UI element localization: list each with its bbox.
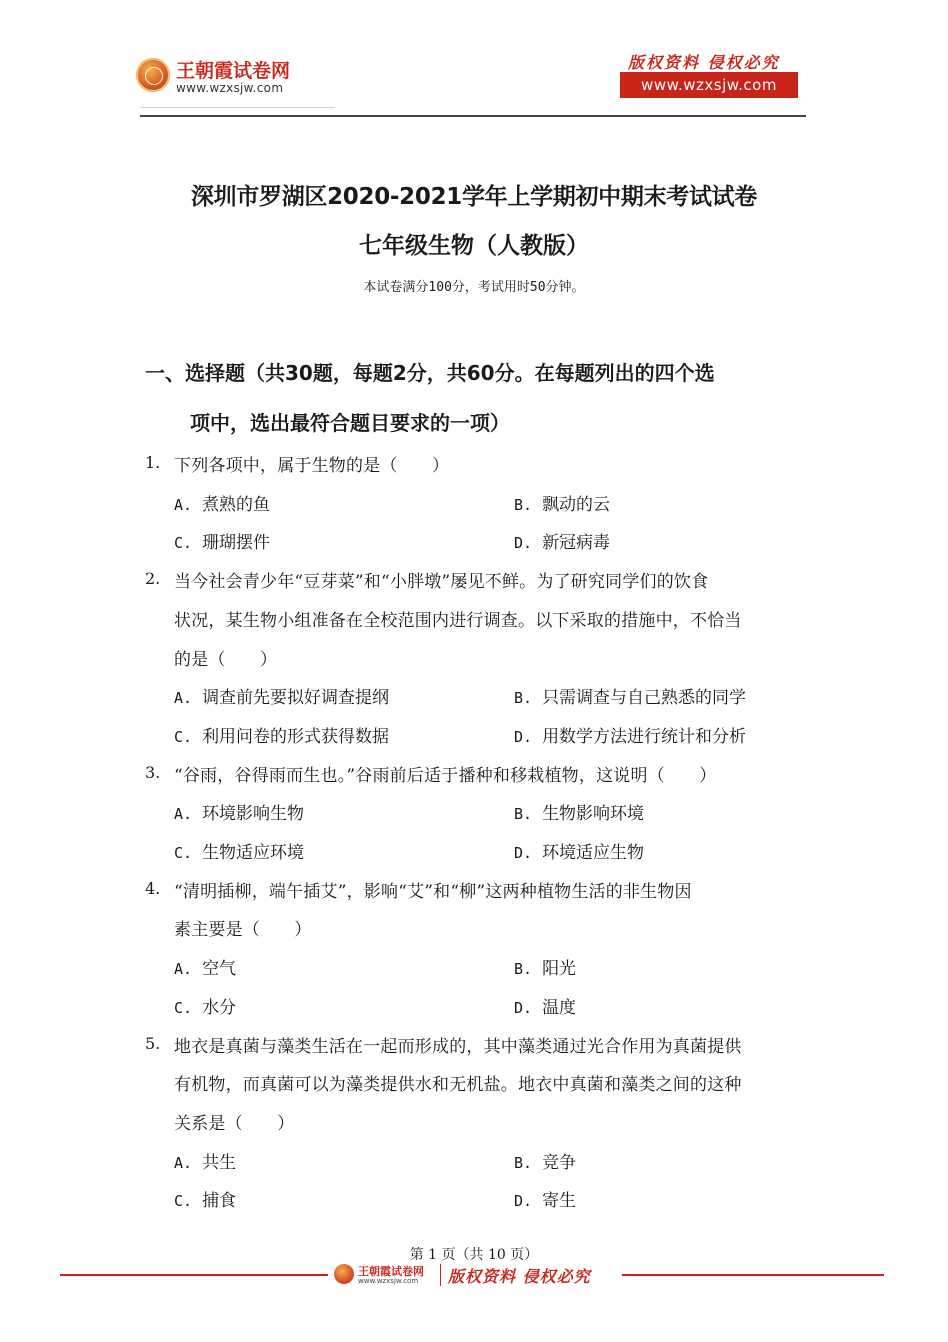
question-number: 2. (145, 569, 161, 589)
option-label: B. (514, 495, 533, 514)
answer-option (514, 528, 610, 553)
answer-option (174, 490, 270, 515)
option-text: 水分 (202, 997, 237, 1018)
option-text: 生物适应环境 (202, 843, 305, 863)
question-text: “清明插柳，端午插艾”，影响“艾”和“柳”这两种植物生活的非生物因 (174, 881, 692, 902)
question-text: “谷雨，谷得雨而生也。”谷雨前后适于播种和移栽植物，这说明（ ） (174, 765, 717, 786)
option-label: C. (174, 727, 193, 746)
question-text: 地衣是真菌与藻类生活在一起而形成的，其中藻类通过光合作用为真菌提供 (174, 1036, 742, 1057)
option-text: 环境适应生物 (542, 843, 645, 863)
option-label: B. (514, 689, 533, 708)
brand-url: www.wzxsjw.com (176, 81, 284, 95)
option-label: D. (514, 998, 533, 1017)
exam-title: 深圳市罗湖区2020-2021学年上学期初中期末考试试卷 (190, 184, 758, 210)
option-label: B. (514, 805, 533, 824)
exam-subtitle: 七年级生物（人教版） (359, 233, 589, 259)
question-text: 下列各项中，属于生物的是（ ） (174, 456, 450, 476)
option-text: 珊瑚摆件 (202, 533, 271, 554)
option-label: A. (174, 1153, 193, 1172)
question-number: 1. (145, 453, 161, 472)
question-number: 3. (145, 762, 161, 782)
option-text: 共生 (202, 1152, 237, 1173)
option-label: A. (174, 495, 193, 514)
answer-option (514, 1186, 576, 1211)
answer-option (174, 993, 236, 1018)
option-text: 生物影响环境 (542, 804, 645, 825)
footer-rule-right (622, 1274, 884, 1276)
option-label: D. (514, 727, 533, 746)
answer-option (514, 993, 576, 1018)
option-text: 煮熟的鱼 (202, 494, 271, 515)
answer-option (174, 1148, 236, 1173)
option-label: A. (174, 960, 193, 979)
exam-note: 本试卷满分100分，考试用时50分钟。 (363, 280, 585, 295)
option-text: 利用问卷的形式获得数据 (202, 726, 390, 747)
footer-rule-left (60, 1274, 328, 1276)
footer-brand-name: 王朝霞试卷网 (358, 1265, 424, 1278)
answer-option (514, 954, 576, 979)
footer-copyright-notice: 版权资料 侵权必究 (448, 1267, 591, 1286)
answer-option (174, 722, 389, 747)
question-number: 4. (145, 878, 161, 898)
copyright-notice: 版权资料 侵权必究 (628, 53, 780, 72)
option-text: 飘动的云 (542, 494, 611, 515)
answer-option (174, 799, 304, 824)
question-text: 素主要是（ ） (174, 920, 312, 941)
option-text: 空气 (202, 959, 237, 980)
option-text: 用数学方法进行统计和分析 (542, 726, 747, 747)
option-label: A. (174, 689, 193, 708)
answer-option (514, 1148, 576, 1173)
url-banner: www.wzxsjw.com (620, 72, 798, 98)
answer-option (174, 528, 270, 553)
option-text: 新冠病毒 (542, 533, 611, 554)
option-text: 竞争 (542, 1152, 577, 1173)
option-label: D. (514, 1192, 533, 1211)
question-number: 5. (145, 1033, 161, 1053)
option-label: D. (514, 844, 533, 862)
option-text: 调查前先要拟好调查提纲 (202, 688, 390, 709)
answer-option (174, 838, 304, 863)
option-text: 捕食 (202, 1191, 237, 1212)
option-label: C. (174, 534, 193, 553)
option-text: 寄生 (542, 1191, 577, 1212)
section-heading-line-1: 一、选择题（共30题，每题2分，共60分。在每题列出的四个选 (145, 361, 715, 385)
answer-option (514, 683, 746, 708)
brand-underline (140, 107, 335, 108)
brand-name: 王朝霞试卷网 (176, 60, 291, 82)
option-label: C. (174, 844, 193, 862)
footer-logo-seal-icon (334, 1264, 354, 1284)
question-text: 关系是（ ） (174, 1113, 295, 1134)
option-text: 只需调查与自己熟悉的同学 (542, 688, 747, 709)
question-text: 有机物，而真菌可以为藻类提供水和无机盐。地衣中真菌和藻类之间的这种 (174, 1075, 742, 1096)
logo-seal-icon (136, 58, 170, 92)
answer-option (174, 1186, 236, 1211)
section-heading-line-2: 项中，选出最符合题目要求的一项） (190, 411, 510, 435)
option-text: 温度 (542, 997, 577, 1018)
answer-option (514, 838, 644, 863)
header-rule (140, 115, 806, 117)
answer-option (514, 490, 610, 515)
answer-option (514, 722, 746, 747)
option-label: B. (514, 960, 533, 979)
option-text: 环境影响生物 (202, 804, 305, 825)
question-text: 的是（ ） (174, 649, 278, 670)
question-text: 状况，某生物小组准备在全校范围内进行调查。以下采取的措施中，不恰当 (174, 610, 742, 631)
option-text: 阳光 (542, 959, 577, 980)
answer-option (514, 799, 644, 824)
option-label: C. (174, 1192, 193, 1211)
footer-brand-url: www.wzxsjw.com (358, 1277, 419, 1285)
answer-option (174, 954, 236, 979)
answer-option (174, 683, 389, 708)
page-number: 第 1 页（共 10 页） (409, 1247, 539, 1263)
option-label: D. (514, 534, 533, 553)
question-text: 当今社会青少年“豆芽菜”和“小胖墩”屡见不鲜。为了研究同学们的饮食 (174, 572, 709, 593)
option-label: B. (514, 1153, 533, 1172)
option-label: A. (174, 805, 193, 824)
option-label: C. (174, 998, 193, 1017)
footer-separator (440, 1264, 441, 1286)
